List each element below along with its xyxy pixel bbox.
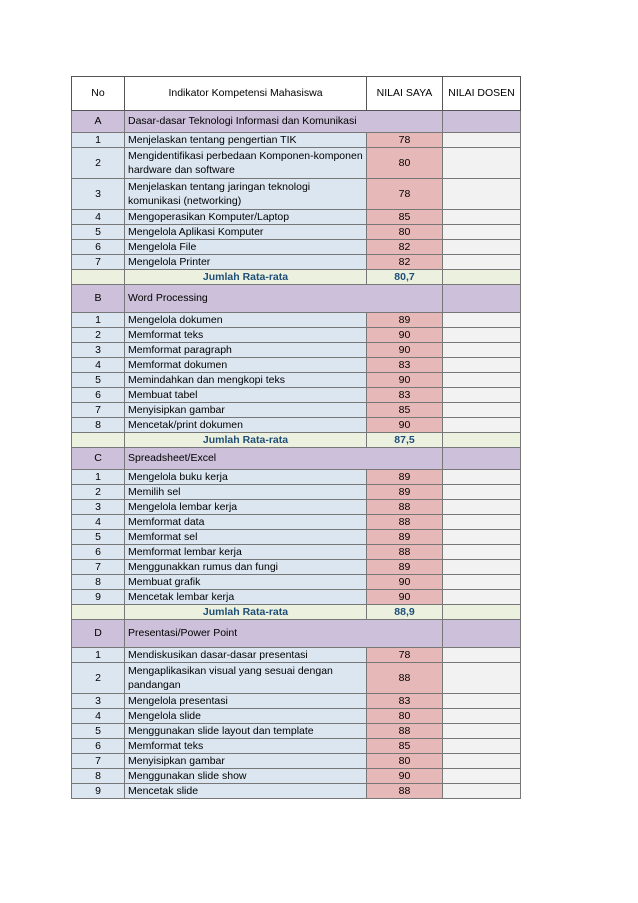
nilai-dosen-cell[interactable]	[443, 575, 521, 590]
item-indikator: Menjelaskan tentang jaringan teknologi komunikasi (networking)	[125, 179, 367, 210]
nilai-dosen-cell[interactable]	[443, 784, 521, 799]
summary-label: Jumlah Rata-rata	[125, 433, 367, 448]
nilai-saya-cell: 82	[367, 255, 443, 270]
item-indikator: Memformat dokumen	[125, 358, 367, 373]
nilai-saya-cell: 83	[367, 694, 443, 709]
summary-dosen	[443, 605, 521, 620]
item-indikator: Menjelaskan tentang pengertian TIK	[125, 133, 367, 148]
table-row	[72, 724, 521, 739]
item-indikator: Mengelola slide	[125, 709, 367, 724]
section-filler	[443, 111, 521, 133]
nilai-saya-cell: 80	[367, 709, 443, 724]
nilai-dosen-cell[interactable]	[443, 560, 521, 575]
item-indikator: Mendiskusikan dasar-dasar presentasi	[125, 648, 367, 663]
nilai-dosen-cell[interactable]	[443, 709, 521, 724]
table-row	[72, 255, 521, 270]
summary-row	[72, 433, 521, 448]
summary-dosen	[443, 270, 521, 285]
nilai-dosen-cell[interactable]	[443, 240, 521, 255]
item-number: 9	[72, 784, 125, 799]
section-row-a	[72, 111, 521, 133]
item-indikator: Membuat tabel	[125, 388, 367, 403]
competency-table	[71, 76, 521, 799]
item-number: 8	[72, 769, 125, 784]
table-row	[72, 470, 521, 485]
nilai-saya-cell: 90	[367, 418, 443, 433]
section-filler	[443, 620, 521, 648]
table-row	[72, 179, 521, 210]
nilai-saya-cell: 83	[367, 388, 443, 403]
nilai-dosen-cell[interactable]	[443, 148, 521, 179]
item-number: 5	[72, 373, 125, 388]
item-number: 6	[72, 545, 125, 560]
item-number: 9	[72, 590, 125, 605]
item-indikator: Mengelola Printer	[125, 255, 367, 270]
item-indikator: Mengaplikasikan visual yang sesuai dengan pandangan	[125, 663, 367, 694]
item-number: 4	[72, 358, 125, 373]
item-indikator: Memformat teks	[125, 739, 367, 754]
competency-sheet	[71, 76, 520, 799]
nilai-saya-cell: 89	[367, 485, 443, 500]
nilai-dosen-cell[interactable]	[443, 590, 521, 605]
nilai-saya-cell: 78	[367, 133, 443, 148]
section-title: Presentasi/Power Point	[125, 620, 443, 648]
table-row	[72, 515, 521, 530]
nilai-saya-cell: 90	[367, 343, 443, 358]
nilai-dosen-cell[interactable]	[443, 663, 521, 694]
item-indikator: Mengelola lembar kerja	[125, 500, 367, 515]
summary-value: 88,9	[367, 605, 443, 620]
table-row	[72, 133, 521, 148]
summary-value: 80,7	[367, 270, 443, 285]
item-number: 7	[72, 560, 125, 575]
table-row	[72, 575, 521, 590]
nilai-dosen-cell[interactable]	[443, 403, 521, 418]
item-indikator: Menyisipkan gambar	[125, 754, 367, 769]
item-number: 3	[72, 694, 125, 709]
nilai-saya-cell: 85	[367, 403, 443, 418]
summary-dosen	[443, 433, 521, 448]
nilai-dosen-cell[interactable]	[443, 724, 521, 739]
table-row	[72, 240, 521, 255]
table-row	[72, 343, 521, 358]
item-indikator: Memindahkan dan mengkopi teks	[125, 373, 367, 388]
table-row	[72, 388, 521, 403]
item-number: 3	[72, 500, 125, 515]
nilai-dosen-cell[interactable]	[443, 648, 521, 663]
item-indikator: Mencetak/print dokumen	[125, 418, 367, 433]
header-indikator: Indikator Kompetensi Mahasiswa	[125, 77, 367, 111]
item-number: 2	[72, 328, 125, 343]
item-indikator: Mengelola File	[125, 240, 367, 255]
header-nilai-saya: NILAI SAYA	[367, 77, 443, 111]
item-number: 5	[72, 530, 125, 545]
nilai-saya-cell: 88	[367, 515, 443, 530]
nilai-saya-cell: 78	[367, 179, 443, 210]
nilai-dosen-cell[interactable]	[443, 769, 521, 784]
nilai-saya-cell: 88	[367, 500, 443, 515]
nilai-dosen-cell[interactable]	[443, 313, 521, 328]
table-row	[72, 358, 521, 373]
nilai-saya-cell: 89	[367, 530, 443, 545]
nilai-dosen-cell[interactable]	[443, 358, 521, 373]
nilai-dosen-cell[interactable]	[443, 500, 521, 515]
item-indikator: Membuat grafik	[125, 575, 367, 590]
nilai-dosen-cell[interactable]	[443, 373, 521, 388]
item-number: 3	[72, 343, 125, 358]
item-number: 4	[72, 210, 125, 225]
table-row	[72, 545, 521, 560]
item-number: 1	[72, 648, 125, 663]
nilai-dosen-cell[interactable]	[443, 515, 521, 530]
item-number: 5	[72, 724, 125, 739]
nilai-saya-cell: 88	[367, 724, 443, 739]
nilai-saya-cell: 88	[367, 663, 443, 694]
item-number: 1	[72, 470, 125, 485]
section-code: B	[72, 285, 125, 313]
item-indikator: Menggunakan slide layout dan template	[125, 724, 367, 739]
item-indikator: Mencetak lembar kerja	[125, 590, 367, 605]
nilai-saya-cell: 90	[367, 373, 443, 388]
summary-label: Jumlah Rata-rata	[125, 270, 367, 285]
nilai-dosen-cell[interactable]	[443, 210, 521, 225]
nilai-saya-cell: 90	[367, 328, 443, 343]
section-title: Word Processing	[125, 285, 443, 313]
item-number: 5	[72, 225, 125, 240]
nilai-saya-cell: 90	[367, 769, 443, 784]
item-number: 1	[72, 133, 125, 148]
item-number: 4	[72, 515, 125, 530]
nilai-dosen-cell[interactable]	[443, 470, 521, 485]
nilai-saya-cell: 80	[367, 225, 443, 240]
summary-row	[72, 605, 521, 620]
item-indikator: Mengelola presentasi	[125, 694, 367, 709]
table-row	[72, 709, 521, 724]
header-no: No	[72, 77, 125, 111]
nilai-saya-cell: 80	[367, 754, 443, 769]
item-number: 6	[72, 388, 125, 403]
item-indikator: Menggunakkan rumus dan fungi	[125, 560, 367, 575]
item-number: 2	[72, 485, 125, 500]
item-number: 1	[72, 313, 125, 328]
summary-row	[72, 270, 521, 285]
item-indikator: Mengelola dokumen	[125, 313, 367, 328]
nilai-saya-cell: 83	[367, 358, 443, 373]
item-indikator: Mengelola Aplikasi Komputer	[125, 225, 367, 240]
nilai-dosen-cell[interactable]	[443, 545, 521, 560]
item-indikator: Memformat lembar kerja	[125, 545, 367, 560]
nilai-saya-cell: 90	[367, 590, 443, 605]
nilai-saya-cell: 85	[367, 210, 443, 225]
summary-spacer	[72, 433, 125, 448]
item-indikator: Memilih sel	[125, 485, 367, 500]
table-row	[72, 530, 521, 545]
nilai-dosen-cell[interactable]	[443, 530, 521, 545]
item-number: 2	[72, 148, 125, 179]
item-number: 7	[72, 255, 125, 270]
item-indikator: Menggunakan slide show	[125, 769, 367, 784]
table-row	[72, 418, 521, 433]
table-row	[72, 500, 521, 515]
nilai-dosen-cell[interactable]	[443, 343, 521, 358]
item-number: 8	[72, 575, 125, 590]
item-indikator: Memformat data	[125, 515, 367, 530]
table-row	[72, 739, 521, 754]
nilai-saya-cell: 85	[367, 739, 443, 754]
table-row	[72, 784, 521, 799]
item-number: 7	[72, 754, 125, 769]
table-row	[72, 485, 521, 500]
item-number: 2	[72, 663, 125, 694]
table-row	[72, 648, 521, 663]
nilai-saya-cell: 88	[367, 545, 443, 560]
item-indikator: Mengidentifikasi perbedaan Komponen-komponen hardware dan software	[125, 148, 367, 179]
nilai-saya-cell: 80	[367, 148, 443, 179]
section-code: C	[72, 448, 125, 470]
table-row	[72, 769, 521, 784]
nilai-saya-cell: 89	[367, 470, 443, 485]
item-number: 6	[72, 240, 125, 255]
nilai-dosen-cell[interactable]	[443, 739, 521, 754]
nilai-saya-cell: 78	[367, 648, 443, 663]
section-filler	[443, 448, 521, 470]
item-number: 4	[72, 709, 125, 724]
section-filler	[367, 111, 443, 133]
nilai-saya-cell: 88	[367, 784, 443, 799]
table-row	[72, 373, 521, 388]
table-row	[72, 225, 521, 240]
nilai-dosen-cell[interactable]	[443, 754, 521, 769]
table-row	[72, 694, 521, 709]
table-row	[72, 754, 521, 769]
item-indikator: Memformat teks	[125, 328, 367, 343]
item-indikator: Mengoperasikan Komputer/Laptop	[125, 210, 367, 225]
table-row	[72, 210, 521, 225]
nilai-dosen-cell[interactable]	[443, 133, 521, 148]
item-indikator: Mencetak slide	[125, 784, 367, 799]
nilai-dosen-cell[interactable]	[443, 694, 521, 709]
table-row	[72, 560, 521, 575]
summary-spacer	[72, 605, 125, 620]
nilai-dosen-cell[interactable]	[443, 328, 521, 343]
summary-label: Jumlah Rata-rata	[125, 605, 367, 620]
summary-value: 87,5	[367, 433, 443, 448]
header-nilai-dosen: NILAI DOSEN	[443, 77, 521, 111]
nilai-dosen-cell[interactable]	[443, 485, 521, 500]
section-code: A	[72, 111, 125, 133]
nilai-saya-cell: 89	[367, 560, 443, 575]
table-row	[72, 148, 521, 179]
item-indikator: Menyisipkan gambar	[125, 403, 367, 418]
section-code: D	[72, 620, 125, 648]
section-row-c	[72, 448, 521, 470]
table-row	[72, 328, 521, 343]
nilai-dosen-cell[interactable]	[443, 255, 521, 270]
nilai-saya-cell: 82	[367, 240, 443, 255]
section-filler	[443, 285, 521, 313]
item-number: 3	[72, 179, 125, 210]
item-indikator: Mengelola buku kerja	[125, 470, 367, 485]
nilai-dosen-cell[interactable]	[443, 225, 521, 240]
item-number: 7	[72, 403, 125, 418]
table-row	[72, 590, 521, 605]
item-indikator: Memformat paragraph	[125, 343, 367, 358]
table-row	[72, 403, 521, 418]
nilai-saya-cell: 90	[367, 575, 443, 590]
nilai-dosen-cell[interactable]	[443, 179, 521, 210]
summary-spacer	[72, 270, 125, 285]
nilai-dosen-cell[interactable]	[443, 418, 521, 433]
header-row	[72, 77, 521, 111]
item-number: 6	[72, 739, 125, 754]
nilai-dosen-cell[interactable]	[443, 388, 521, 403]
section-title: Spreadsheet/Excel	[125, 448, 443, 470]
section-row-d	[72, 620, 521, 648]
section-title: Dasar-dasar Teknologi Informasi dan Komunikasi	[125, 111, 367, 133]
item-indikator: Memformat sel	[125, 530, 367, 545]
table-row	[72, 663, 521, 694]
item-number: 8	[72, 418, 125, 433]
section-row-b	[72, 285, 521, 313]
table-row	[72, 313, 521, 328]
nilai-saya-cell: 89	[367, 313, 443, 328]
